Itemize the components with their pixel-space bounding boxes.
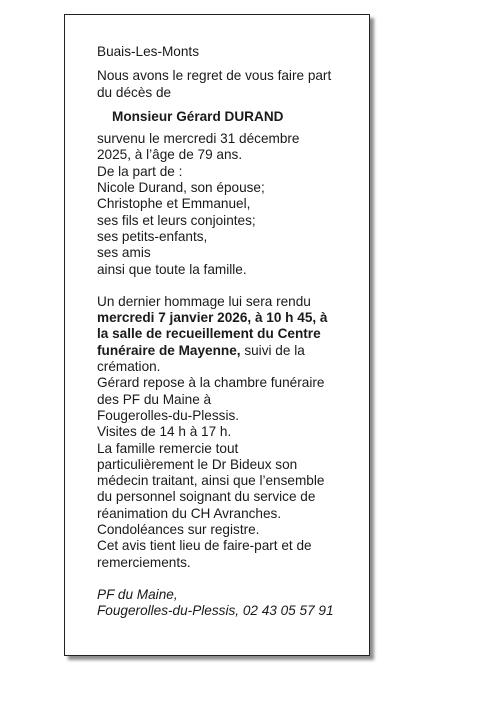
details-line: du personnel soignant du service de (97, 489, 316, 505)
town-heading: Buais-Les-Monts (97, 44, 199, 59)
ceremony-venue-line (97, 343, 347, 359)
obituary-notice (64, 14, 370, 656)
details-line: La famille remercie tout (97, 440, 239, 456)
ceremony-venue: la salle de recueillement du Centre (97, 326, 321, 342)
family-line: De la part de : (97, 163, 183, 179)
details-line: Visites de 14 h à 17 h. (97, 424, 232, 440)
signature-line: Fougerolles-du-Plessis, 02 43 05 57 91 (97, 603, 334, 619)
details-line: particulièrement le Dr Bideux son (97, 456, 298, 472)
ceremony-date: mercredi 7 janvier 2026, à 10 h 45, à (97, 310, 328, 326)
ceremony-venue-end: funéraire de Mayenne, (97, 342, 241, 358)
intro-line: Nous avons le regret de vous faire part (97, 68, 332, 84)
details-line: Cet avis tient lieu de faire-part et de (97, 538, 312, 554)
family-paragraph (97, 131, 347, 278)
family-line: survenu le mercredi 31 décembre (97, 131, 300, 147)
family-line: ses petits-enfants, (97, 228, 208, 244)
ceremony-lead: Un dernier hommage lui sera rendu (97, 293, 311, 309)
signature-line: PF du Maine, (97, 586, 178, 602)
details-line: des PF du Maine à (97, 391, 212, 407)
family-line: ses amis (97, 245, 151, 261)
ceremony-cont: crémation. (97, 359, 161, 375)
ceremony-after: suivi de la (240, 342, 305, 358)
family-line: Christophe et Emmanuel, (97, 196, 251, 212)
intro-text (97, 68, 347, 101)
details-line: médecin traitant, ainsi que l’ensemble (97, 473, 325, 489)
details-line: réanimation du CH Avranches. (97, 505, 282, 521)
deceased-name: Monsieur Gérard DURAND (112, 108, 284, 124)
signature (97, 587, 347, 620)
ceremony-paragraph (97, 294, 347, 571)
family-line: 2025, à l’âge de 79 ans. (97, 147, 243, 163)
family-line: ainsi que toute la famille. (97, 261, 247, 277)
details-line: Condoléances sur registre. (97, 522, 260, 538)
details-line: Gérard repose à la chambre funéraire (97, 375, 325, 391)
family-line: ses fils et leurs conjointes; (97, 212, 256, 228)
details-line: remerciements. (97, 554, 191, 570)
details-line: Fougerolles-du-Plessis. (97, 407, 240, 423)
intro-line: du décès de (97, 84, 172, 100)
family-line: Nicole Durand, son épouse; (97, 180, 265, 196)
